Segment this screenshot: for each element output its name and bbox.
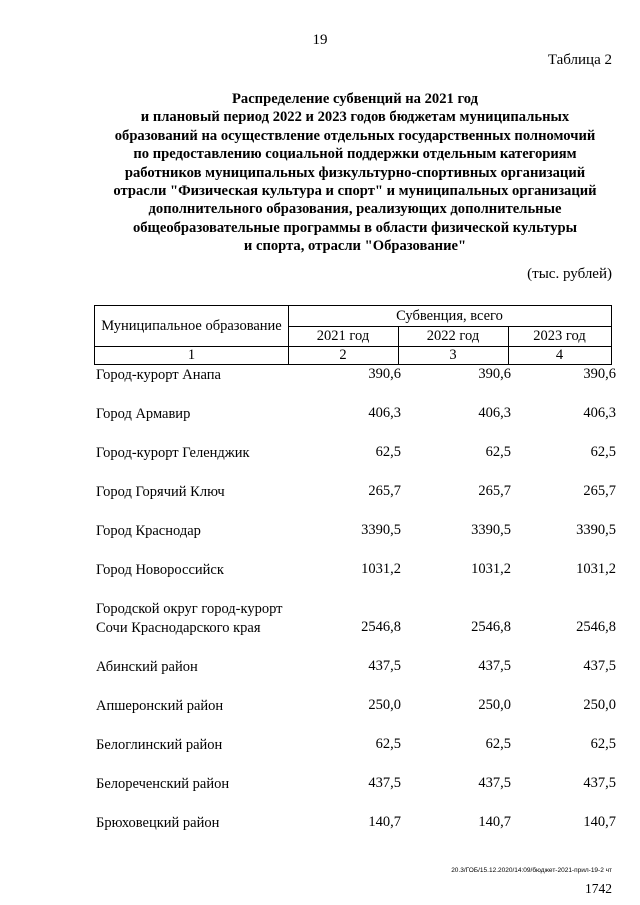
units-label: (тыс. рублей) <box>527 266 612 282</box>
table-label: Таблица 2 <box>547 52 612 68</box>
value-2022: 390,6 <box>478 366 511 382</box>
sheet-number: 1742 <box>585 881 612 896</box>
header-year-2022: 2022 год <box>426 327 480 344</box>
municipality-name: Белоглинский район <box>96 737 223 753</box>
value-2022: 265,7 <box>478 483 511 499</box>
document-title <box>60 90 640 256</box>
title-line: и плановый период 2022 и 2023 годов бюджетам муниципальных <box>140 109 570 126</box>
table-header <box>94 305 612 365</box>
header-year-2021: 2021 год <box>316 327 370 344</box>
municipality-name: Абинский район <box>96 659 198 675</box>
header-col-number: 1 <box>187 346 196 363</box>
document-code: 20.3/ГОБ/15.12.2020/14:09/бюджет-2021-прил-19-2 чт <box>451 867 612 874</box>
value-2023: 390,6 <box>583 366 616 382</box>
value-2023: 140,7 <box>583 814 616 830</box>
value-2022: 437,5 <box>478 658 511 674</box>
value-2021: 250,0 <box>368 697 401 713</box>
value-2021: 2546,8 <box>361 619 401 635</box>
municipality-name: Апшеронский район <box>96 698 224 714</box>
value-2022: 3390,5 <box>471 522 511 538</box>
title-line: Распределение субвенций на 2021 год <box>231 91 478 107</box>
value-2023: 265,7 <box>583 483 616 499</box>
value-2023: 3390,5 <box>576 522 616 538</box>
municipality-name: Город Армавир <box>96 406 191 422</box>
value-2021: 62,5 <box>375 736 401 752</box>
value-2022: 250,0 <box>478 697 511 713</box>
header-year-2023: 2023 год <box>533 327 586 344</box>
header-col-number: 3 <box>449 346 457 363</box>
title-line: и спорта, отрасли "Образование" <box>243 238 467 255</box>
value-2021: 437,5 <box>368 658 401 674</box>
value-2022: 140,7 <box>478 814 511 830</box>
value-2023: 437,5 <box>583 658 616 674</box>
value-2022: 62,5 <box>485 736 511 752</box>
municipality-name: Город Новороссийск <box>96 562 224 578</box>
header-col-number: 2 <box>339 346 347 363</box>
value-2021: 62,5 <box>375 444 401 460</box>
header-subvention: Субвенция, всего <box>396 307 503 324</box>
value-2022: 1031,2 <box>471 561 511 577</box>
municipality-name: Город Горячий Ключ <box>96 484 225 500</box>
title-line: работников муниципальных физкультурно-спортивных организаций <box>124 164 586 181</box>
value-2021: 265,7 <box>368 483 401 499</box>
value-2023: 62,5 <box>590 444 616 460</box>
municipality-name: Городской округ город-курорт <box>96 601 283 617</box>
value-2022: 2546,8 <box>471 619 511 635</box>
value-2023: 406,3 <box>583 405 616 421</box>
municipality-name: Белореченский район <box>96 776 230 792</box>
municipality-name: Сочи Краснодарского края <box>96 620 261 636</box>
value-2023: 62,5 <box>590 736 616 752</box>
value-2022: 406,3 <box>478 405 511 421</box>
header-municipality: Муниципальное образование <box>101 317 282 334</box>
value-2023: 2546,8 <box>576 619 616 635</box>
title-line: образований на осуществление отдельных государственных полномочий <box>114 127 596 144</box>
header-col-number: 4 <box>555 346 564 363</box>
value-2021: 140,7 <box>368 814 401 830</box>
value-2023: 437,5 <box>583 775 616 791</box>
title-line: дополнительного образования, реализующих дополнительные <box>148 201 562 218</box>
value-2022: 62,5 <box>485 444 511 460</box>
municipality-name: Город-курорт Геленджик <box>96 445 250 461</box>
value-2021: 3390,5 <box>361 522 401 538</box>
page-number: 19 <box>312 32 328 48</box>
value-2021: 406,3 <box>368 405 401 421</box>
title-line: по предоставлению социальной поддержки отдельным категориям <box>133 146 577 163</box>
title-line: отрасли "Физическая культура и спорт" и муниципальных организаций <box>113 183 597 200</box>
value-2021: 390,6 <box>368 366 401 382</box>
value-2023: 250,0 <box>583 697 616 713</box>
value-2021: 437,5 <box>368 775 401 791</box>
municipality-name: Город-курорт Анапа <box>96 367 221 383</box>
value-2022: 437,5 <box>478 775 511 791</box>
value-2023: 1031,2 <box>576 561 616 577</box>
municipality-name: Брюховецкий район <box>96 815 220 831</box>
municipality-name: Город Краснодар <box>96 523 201 539</box>
value-2021: 1031,2 <box>361 561 401 577</box>
title-line: общеобразовательные программы в области физической культуры <box>132 219 578 236</box>
